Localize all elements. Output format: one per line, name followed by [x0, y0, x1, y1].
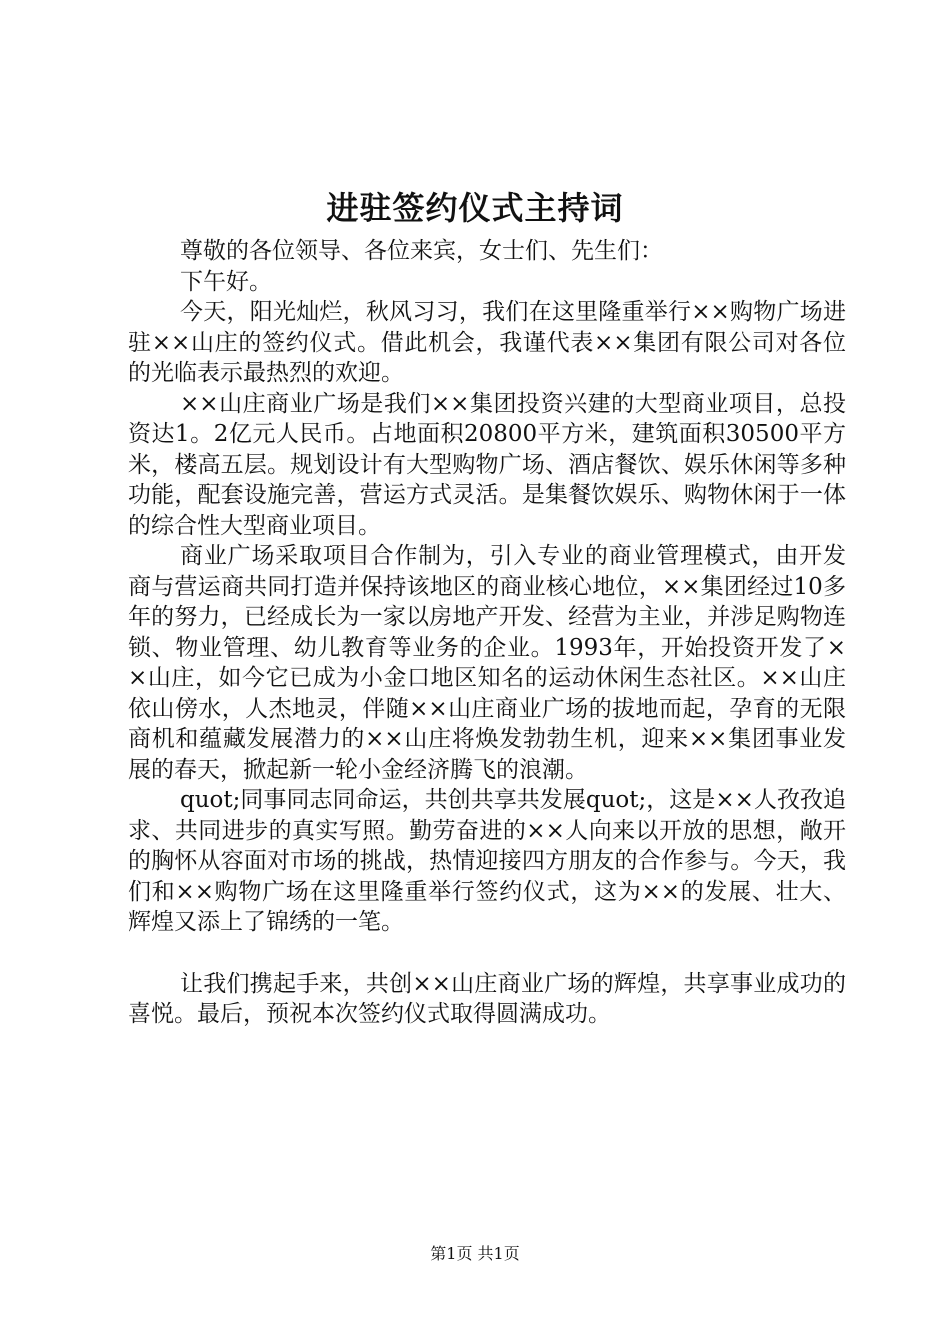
document-title: 进驻签约仪式主持词 [326, 189, 624, 227]
paragraph-motto: quot;同事同志同命运，共创共享共发展quot;，这是××人孜孜追求、共同进步的真实写照。勤劳奋进的××人向来以开放的思想，敞开的胸怀从容面对市场的挑战，热情迎接四方朋友的合作参与。今天，我们和××购物广场在这里隆重举行签约仪式，这为××的发展、壮大、辉煌又添上了锦绣的一笔。 [128, 787, 846, 935]
document-body [128, 236, 846, 1030]
paragraph-greeting: 下午好。 [180, 268, 272, 295]
paragraph-opening: 今天，阳光灿烂，秋风习习，我们在这里隆重举行××购物广场进驻××山庄的签约仪式。借此机会，我谨代表××集团有限公司对各位的光临表示最热烈的欢迎。 [128, 299, 846, 386]
page-footer: 第1页 共1页 [430, 1244, 520, 1263]
paragraph-company-history: 商业广场采取项目合作制为，引入专业的商业管理模式，由开发商与营运商共同打造并保持该地区的商业核心地位，××集团经过10多年的努力，已经成长为一家以房地产开发、经营为主业，并涉足购物连锁、物业管理、幼儿教育等业务的企业。1993年，开始投资开发了××山庄，如今它已成为小金口地区知名的运动休闲生态社区。××山庄依山傍水，人杰地灵，伴随××山庄商业广场的拔地而起，孕育的无限商机和蕴藏发展潜力的××山庄将焕发勃勃生机，迎来××集团事业发展的春天，掀起新一轮小金经济腾飞的浪潮。 [128, 543, 846, 783]
paragraph-closing: 让我们携起手来，共创××山庄商业广场的辉煌，共享事业成功的喜悦。最后，预祝本次签约仪式取得圆满成功。 [128, 970, 846, 1027]
paragraph-project-intro: ××山庄商业广场是我们××集团投资兴建的大型商业项目，总投资达1。2亿元人民币。占地面积20800平方米，建筑面积30500平方米，楼高五层。规划设计有大型购物广场、酒店餐饮、娱乐休闲等多种功能，配套设施完善，营运方式灵活。是集餐饮娱乐、购物休闲于一体的综合性大型商业项目。 [128, 390, 846, 539]
paragraph-salutation: 尊敬的各位领导、各位来宾，女士们、先生们： [180, 238, 663, 264]
